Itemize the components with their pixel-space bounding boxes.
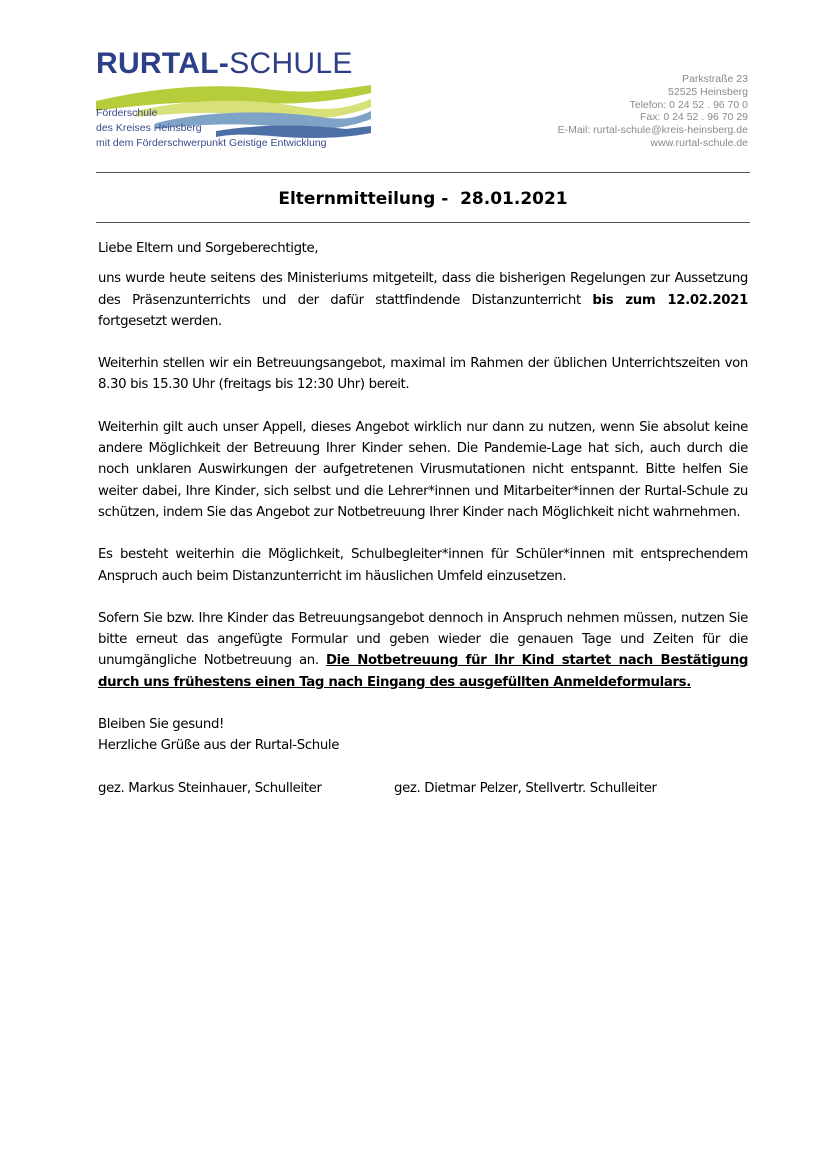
address-phone: Telefon: 0 24 52 . 96 70 0 bbox=[629, 98, 748, 111]
letter-body bbox=[98, 238, 748, 799]
signatures bbox=[98, 778, 748, 799]
school-logo bbox=[96, 48, 376, 158]
greeting: Liebe Eltern und Sorgeberechtigte, bbox=[98, 241, 319, 256]
address-email: E-Mail: rurtal-schule@kreis-heinsberg.de bbox=[557, 124, 748, 137]
subtitle-line-3: mit dem Förderschwerpunkt Geistige Entwicklung bbox=[96, 137, 327, 149]
letter-heading: Elternmitteilung - 28.01.2021 bbox=[278, 189, 568, 209]
school-subtitle bbox=[96, 106, 327, 151]
school-name bbox=[96, 48, 353, 80]
subtitle-line-1: Förderschule bbox=[96, 107, 158, 119]
signature-left: gez. Markus Steinhauer, Schulleiter bbox=[98, 780, 322, 796]
closing-2: Herzliche Grüße aus der Rurtal-Schule bbox=[98, 738, 340, 754]
address-street: Parkstraße 23 bbox=[682, 73, 748, 85]
closing-1: Bleiben Sie gesund! bbox=[98, 717, 225, 733]
paragraph-2: Weiterhin stellen wir ein Betreuungsangebot, maximal im Rahmen der üblichen Unterrichtszeiten von 8.30 bis 15.30 Uhr (freitags bis 12:30 Uhr) bereit. bbox=[98, 356, 748, 393]
paragraph-5: Sofern Sie bzw. Ihre Kinder das Betreuungsangebot dennoch in Anspruch nehmen müssen, nutzen Sie bitte erneut das angefügte Formular und geben wieder die genauen Tage und Zeiten für die unumgängliche Notbetreuung an. Die Notbetreuung für Ihr Kind startet nach Bestätigung durch uns frühestens einen Tag nach Eingang des ausgefüllten Anmeldeformulars. bbox=[98, 610, 748, 690]
address-block bbox=[558, 73, 748, 150]
deadline-bold: bis zum 12.02.2021 bbox=[592, 292, 748, 308]
address-web: www.rurtal-schule.de bbox=[650, 136, 748, 149]
notice-underlined: Die Notbetreuung für Ihr Kind startet nach Bestätigung durch uns frühestens einen Tag nach Eingang des ausgefüllten Anmeldeformulars. bbox=[98, 653, 748, 690]
divider-top bbox=[96, 172, 750, 173]
signature-right: gez. Dietmar Pelzer, Stellvertr. Schulleiter bbox=[394, 780, 657, 796]
paragraph-3: Weiterhin gilt auch unser Appell, dieses Angebot wirklich nur dann zu nutzen, wenn Sie absolut keine andere Möglichkeit der Betreuung Ihrer Kinder sehen. Die Pandemie-Lage hat sich, auch durch die noch unklaren Auswirkungen der aufgetretenen Virusmutationen nicht entspannt. Bitte helfen Sie weiter dabei, Ihre Kinder, sich selbst und die Lehrer*innen und Mitarbeiter*innen der Rurtal-Schule zu schützen, indem Sie das Angebot zur Notbetreuung Ihrer Kinder nach Möglichkeit nicht wahrnehmen. bbox=[98, 419, 748, 520]
paragraph-1: uns wurde heute seitens des Ministeriums mitgeteilt, dass die bisherigen Regelungen zur Aussetzung des Präsenzunterrichts und der dafür stattfindende Distanzunterricht bis zum 12.02.2021 fortgesetzt werden. bbox=[98, 271, 748, 329]
divider-bottom bbox=[96, 222, 750, 223]
address-city: 52525 Heinsberg bbox=[668, 85, 748, 98]
school-name-bold: RURTAL- bbox=[96, 47, 230, 80]
school-name-thin: SCHULE bbox=[229, 47, 353, 80]
subtitle-line-2: des Kreises Heinsberg bbox=[96, 122, 202, 134]
address-fax: Fax: 0 24 52 . 96 70 29 bbox=[640, 111, 748, 124]
paragraph-4: Es besteht weiterhin die Möglichkeit, Schulbegleiter*innen für Schüler*innen mit entsprechendem Anspruch auch beim Distanzunterricht im häuslichen Umfeld einzusetzen. bbox=[98, 547, 748, 584]
